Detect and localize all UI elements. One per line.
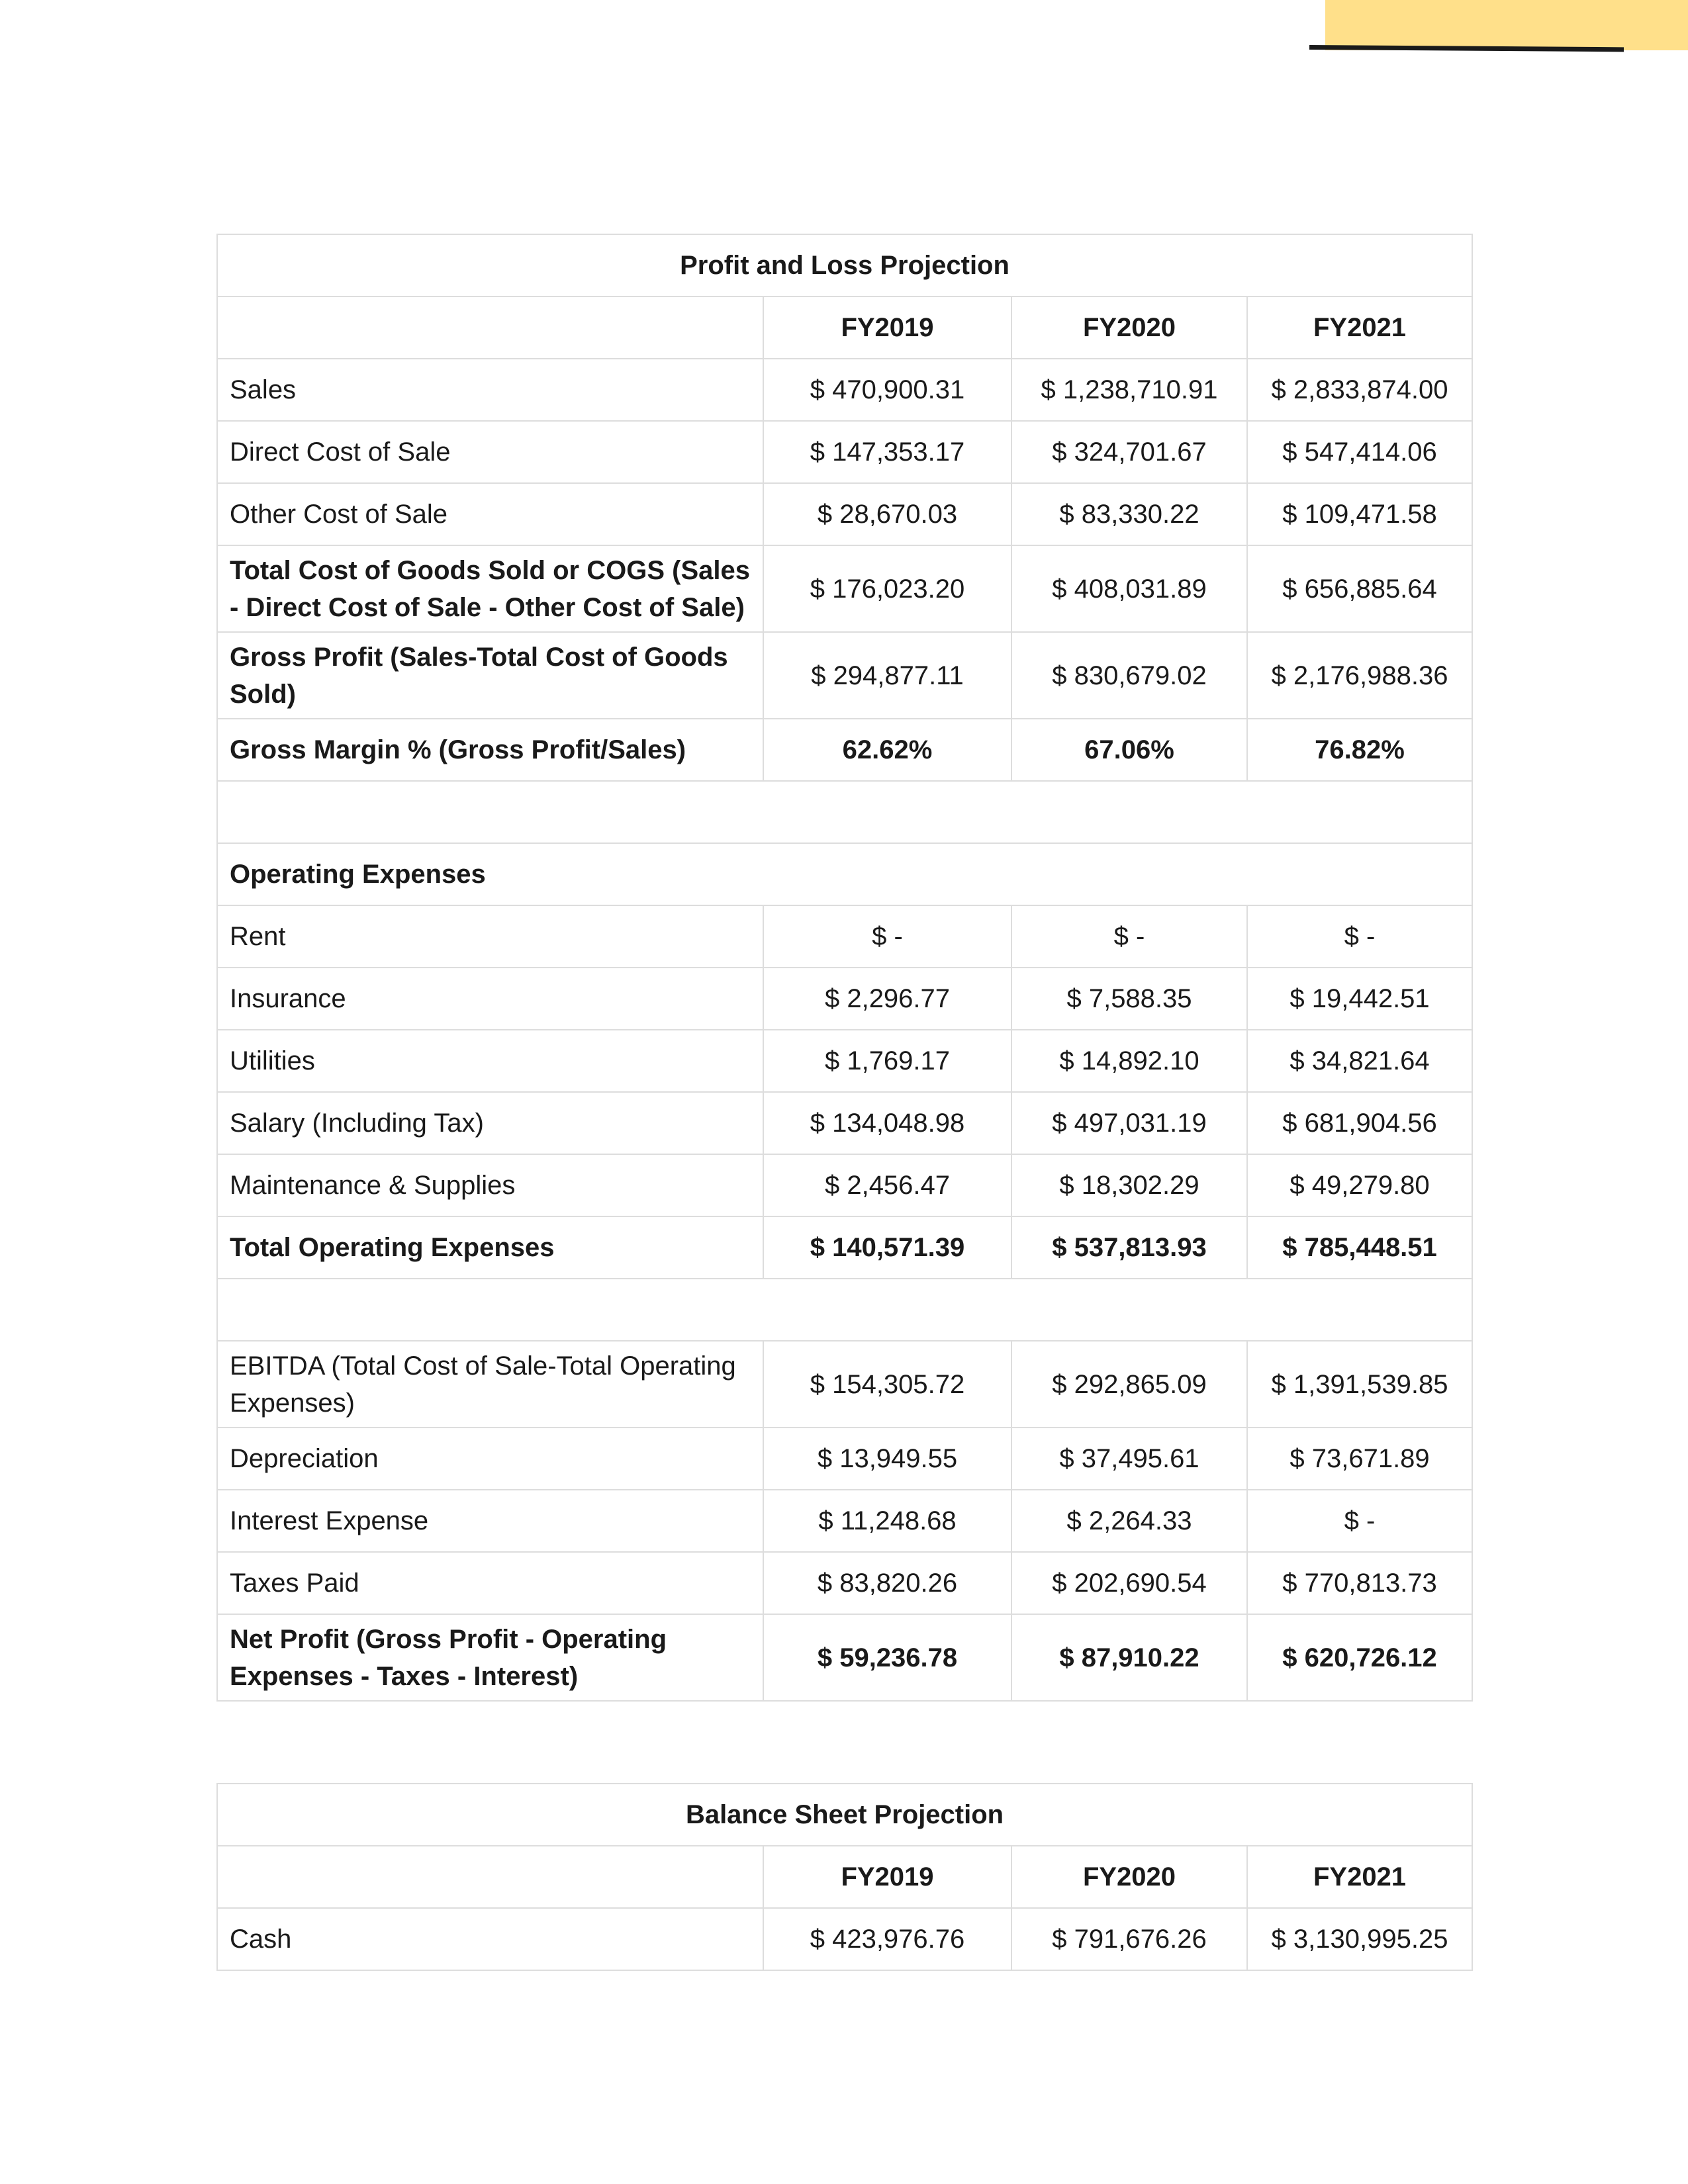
row-label: Cash: [217, 1908, 763, 1970]
row-value: $ 2,456.47: [763, 1154, 1011, 1216]
row-value: $ 3,130,995.25: [1247, 1908, 1472, 1970]
row-value: $ 154,305.72: [763, 1341, 1011, 1428]
table-header-row: [217, 1846, 1472, 1908]
column-header: FY2020: [1011, 1846, 1247, 1908]
profit-loss-title: Profit and Loss Projection: [217, 234, 1472, 296]
row-value: $ -: [1011, 905, 1247, 968]
row-value: $ 423,976.76: [763, 1908, 1011, 1970]
table-row: [217, 719, 1472, 781]
row-value: $ 59,236.78: [763, 1614, 1011, 1701]
row-value: $ 791,676.26: [1011, 1908, 1247, 1970]
row-value: $ 11,248.68: [763, 1490, 1011, 1552]
spacer-cell: [217, 1279, 1472, 1341]
row-value: $ 37,495.61: [1011, 1428, 1247, 1490]
row-label: Utilities: [217, 1030, 763, 1092]
row-label: Salary (Including Tax): [217, 1092, 763, 1154]
table-row: [217, 545, 1472, 632]
row-value: $ 1,238,710.91: [1011, 359, 1247, 421]
row-value: $ -: [763, 905, 1011, 968]
row-value: $ 14,892.10: [1011, 1030, 1247, 1092]
balance-sheet-title: Balance Sheet Projection: [217, 1784, 1472, 1846]
row-label: Sales: [217, 359, 763, 421]
row-label: Rent: [217, 905, 763, 968]
spacer-row: [217, 1279, 1472, 1341]
row-value: $ 324,701.67: [1011, 421, 1247, 483]
row-value: $ 2,176,988.36: [1247, 632, 1472, 719]
table-row: [217, 1552, 1472, 1614]
row-value: $ 785,448.51: [1247, 1216, 1472, 1279]
row-value: $ 18,302.29: [1011, 1154, 1247, 1216]
row-value: $ 497,031.19: [1011, 1092, 1247, 1154]
table-row: [217, 905, 1472, 968]
row-value: $ -: [1247, 1490, 1472, 1552]
row-label: Direct Cost of Sale: [217, 421, 763, 483]
table-title-row: [217, 1784, 1472, 1846]
table-row: [217, 483, 1472, 545]
row-value: $ 620,726.12: [1247, 1614, 1472, 1701]
row-value: $ -: [1247, 905, 1472, 968]
row-value: $ 830,679.02: [1011, 632, 1247, 719]
row-value: $ 83,820.26: [763, 1552, 1011, 1614]
row-value: $ 19,442.51: [1247, 968, 1472, 1030]
table-row: [217, 1216, 1472, 1279]
row-label: Gross Margin % (Gross Profit/Sales): [217, 719, 763, 781]
row-value: $ 1,391,539.85: [1247, 1341, 1472, 1428]
header-empty-cell: [217, 296, 763, 359]
row-value: $ 2,296.77: [763, 968, 1011, 1030]
row-value: $ 202,690.54: [1011, 1552, 1247, 1614]
row-value: $ 7,588.35: [1011, 968, 1247, 1030]
row-label: Gross Profit (Sales-Total Cost of Goods Sold): [217, 632, 763, 719]
row-value: $ 547,414.06: [1247, 421, 1472, 483]
row-value: 67.06%: [1011, 719, 1247, 781]
column-header: FY2021: [1247, 1846, 1472, 1908]
row-label: Maintenance & Supplies: [217, 1154, 763, 1216]
operating-expenses-heading: Operating Expenses: [217, 843, 1472, 905]
row-label: EBITDA (Total Cost of Sale-Total Operating Expenses): [217, 1341, 763, 1428]
row-value: $ 134,048.98: [763, 1092, 1011, 1154]
row-value: $ 656,885.64: [1247, 545, 1472, 632]
row-value: $ 87,910.22: [1011, 1614, 1247, 1701]
row-value: $ 34,821.64: [1247, 1030, 1472, 1092]
row-value: $ 292,865.09: [1011, 1341, 1247, 1428]
table-row: [217, 1154, 1472, 1216]
balance-sheet-table: [216, 1783, 1473, 1971]
row-label: Insurance: [217, 968, 763, 1030]
table-row: [217, 359, 1472, 421]
column-header: FY2021: [1247, 296, 1472, 359]
table-title-row: [217, 234, 1472, 296]
row-value: $ 470,900.31: [763, 359, 1011, 421]
column-header: FY2019: [763, 1846, 1011, 1908]
row-value: $ 2,264.33: [1011, 1490, 1247, 1552]
row-value: $ 147,353.17: [763, 421, 1011, 483]
table-row: [217, 968, 1472, 1030]
row-value: $ 681,904.56: [1247, 1092, 1472, 1154]
row-value: $ 109,471.58: [1247, 483, 1472, 545]
table-row: [217, 1092, 1472, 1154]
table-row: [217, 1490, 1472, 1552]
row-label: Total Operating Expenses: [217, 1216, 763, 1279]
table-row: [217, 1030, 1472, 1092]
table-row: [217, 421, 1472, 483]
profit-loss-table: [216, 234, 1473, 1702]
table-row: [217, 632, 1472, 719]
row-value: 62.62%: [763, 719, 1011, 781]
table-row: [217, 1341, 1472, 1428]
row-label: Other Cost of Sale: [217, 483, 763, 545]
row-value: $ 408,031.89: [1011, 545, 1247, 632]
row-value: $ 83,330.22: [1011, 483, 1247, 545]
row-value: $ 294,877.11: [763, 632, 1011, 719]
spacer-cell: [217, 781, 1472, 843]
row-label: Net Profit (Gross Profit - Operating Expenses - Taxes - Interest): [217, 1614, 763, 1701]
section-heading-row: [217, 843, 1472, 905]
spacer-row: [217, 781, 1472, 843]
row-value: $ 13,949.55: [763, 1428, 1011, 1490]
row-label: Taxes Paid: [217, 1552, 763, 1614]
column-header: FY2020: [1011, 296, 1247, 359]
table-row: [217, 1908, 1472, 1970]
row-value: $ 770,813.73: [1247, 1552, 1472, 1614]
row-value: $ 1,769.17: [763, 1030, 1011, 1092]
row-value: $ 537,813.93: [1011, 1216, 1247, 1279]
row-value: $ 49,279.80: [1247, 1154, 1472, 1216]
row-value: 76.82%: [1247, 719, 1472, 781]
table-row: [217, 1614, 1472, 1701]
row-value: $ 28,670.03: [763, 483, 1011, 545]
row-value: $ 140,571.39: [763, 1216, 1011, 1279]
corner-accent-tab: [1325, 0, 1688, 50]
row-label: Depreciation: [217, 1428, 763, 1490]
row-label: Interest Expense: [217, 1490, 763, 1552]
column-header: FY2019: [763, 296, 1011, 359]
table-row: [217, 1428, 1472, 1490]
row-value: $ 176,023.20: [763, 545, 1011, 632]
row-value: $ 2,833,874.00: [1247, 359, 1472, 421]
table-header-row: [217, 296, 1472, 359]
row-label: Total Cost of Goods Sold or COGS (Sales - Direct Cost of Sale - Other Cost of Sale): [217, 545, 763, 632]
row-value: $ 73,671.89: [1247, 1428, 1472, 1490]
header-empty-cell: [217, 1846, 763, 1908]
